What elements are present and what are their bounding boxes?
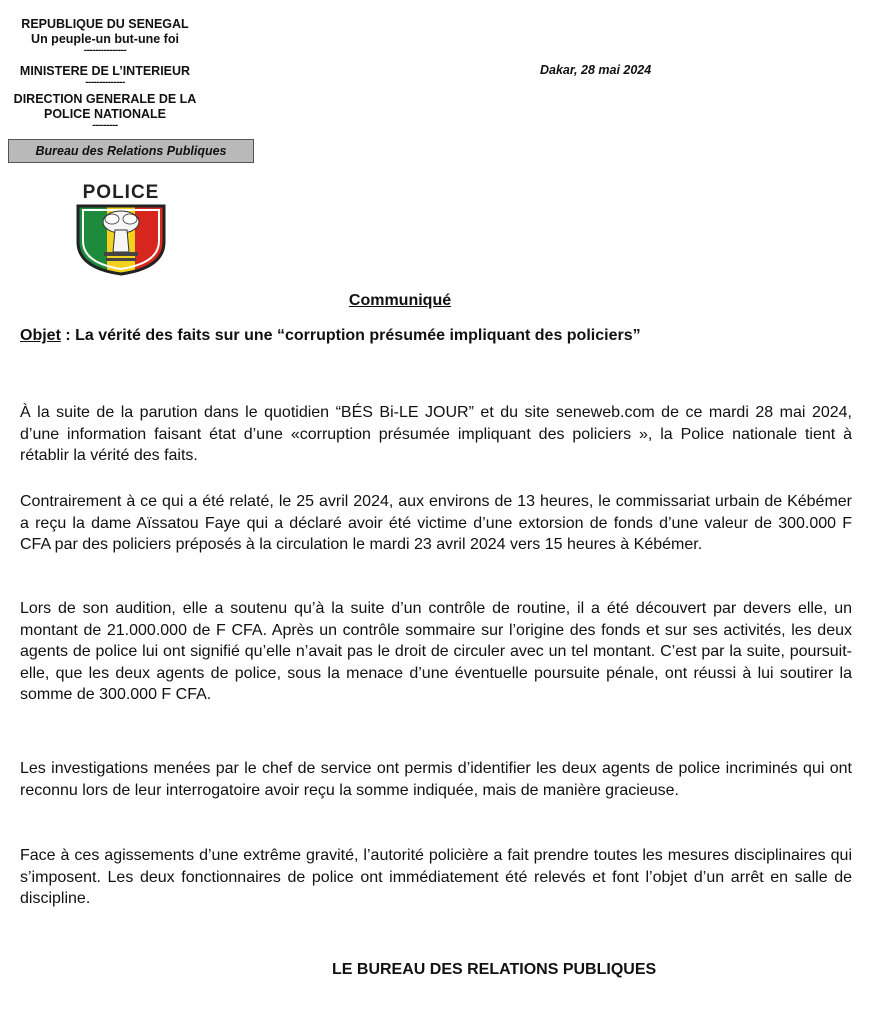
paragraph-2: Contrairement à ce qui a été relaté, le 25 avril 2024, aux environs de 13 heures, le commissariat urbain de Kébémer a reçu la dame Aïssatou Faye qui a déclaré avoir été victime d’une extorsion de fonds d’une valeur de 300.000 F CFA par des policiers préposés à la circulation le mardi 23 avril 2024 vers 15 heures à Kébémer. — [20, 493, 852, 553]
country-motto: Un peuple-un but-une foi — [31, 32, 179, 46]
paragraph-5: Face à ces agissements d’une extrême gravité, l’autorité policière a fait prendre toutes les mesures disciplinaires qui s’imposent. Les deux fonctionnaires de police ont immédiatement été relevés et font l’objet d’un arrêt en salle de discipline. — [20, 847, 852, 907]
police-shield-emblem-icon — [68, 180, 174, 276]
document-date: Dakar, 28 mai 2024 — [540, 63, 652, 77]
bureau-label-box — [8, 139, 254, 163]
logo-text: POLICE — [82, 182, 160, 203]
separator-dashes: --------------- — [83, 45, 127, 56]
bureau-label: Bureau des Relations Publiques — [35, 144, 227, 158]
separator-dashes: --------- — [92, 120, 118, 131]
direction-header — [0, 92, 210, 130]
subject-label: Objet — [20, 327, 61, 344]
ministry-header — [0, 64, 210, 87]
country-header — [0, 17, 210, 55]
paragraph-1: À la suite de la parution dans le quotidien “BÉS Bi-LE JOUR” et du site seneweb.com de ce mardi 28 mai 2024, d’une information faisant état d’une «corruption présumée impliquant des policiers », la Police nationale tient à rétablir la vérité des faits. — [20, 404, 852, 464]
signature: LE BUREAU DES RELATIONS PUBLIQUES — [332, 961, 657, 978]
document-subject — [20, 327, 860, 345]
direction-line-1: DIRECTION GENERALE DE LA — [13, 92, 197, 106]
direction-line-2: POLICE NATIONALE — [44, 107, 166, 121]
country-name: REPUBLIQUE DU SENEGAL — [21, 17, 189, 31]
subject-text: : La vérité des faits sur une “corruption présumée impliquant des policiers” — [60, 327, 641, 344]
separator-dashes: -------------- — [85, 77, 125, 88]
paragraph-3: Lors de son audition, elle a soutenu qu’à la suite d’un contrôle de routine, il a été découvert par devers elle, un montant de 21.000.000 de F CFA. Après un contrôle sommaire sur l’origine des fonds et sur ses activités, les deux agents de police lui ont signifié qu’elle n’avait pas le droit de circuler avec un tel montant. C’est par la suite, poursuit-elle, que les deux agents de police, sous la menace d’une éventuelle poursuite pénale, ont réussi à lui soutirer la somme de 300.000 F CFA. — [20, 600, 852, 703]
document-title: Communiqué — [348, 292, 452, 309]
ministry-name: MINISTERE DE L’INTERIEUR — [19, 64, 191, 78]
paragraph-4: Les investigations menées par le chef de service ont permis d’identifier les deux agents de police incriminés qui ont reconnu lors de leur interrogatoire avoir reçu la somme indiquée, mais de manière gracieuse. — [20, 760, 852, 799]
